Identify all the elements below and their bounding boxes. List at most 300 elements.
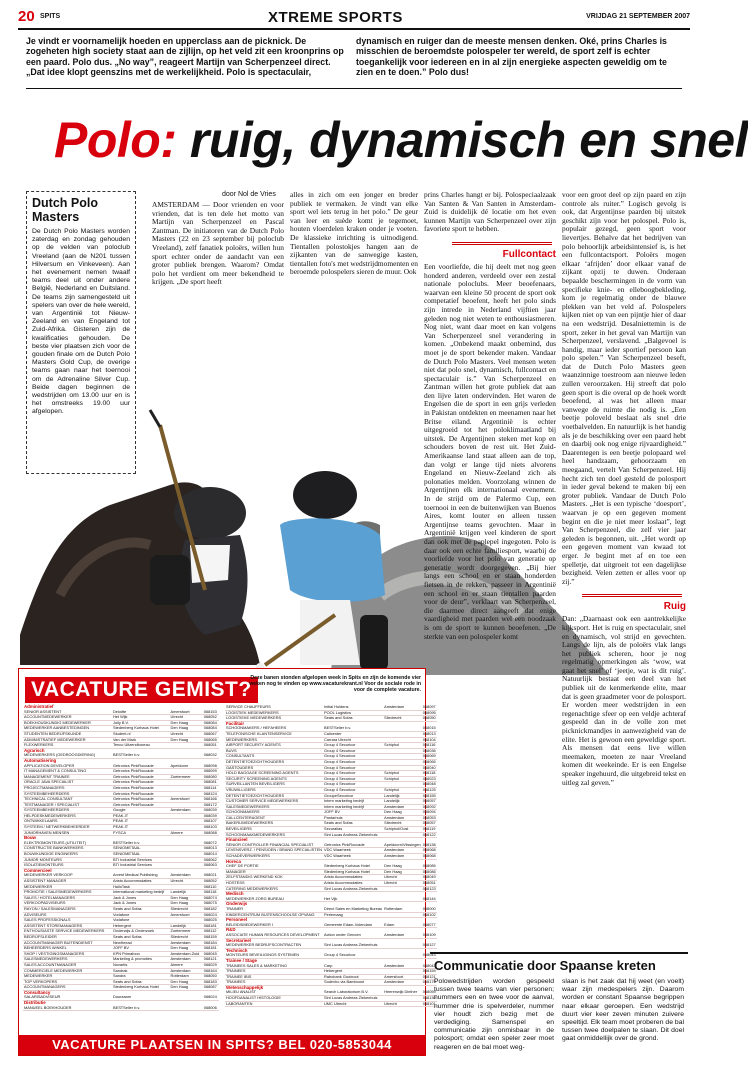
job-company: Group 4 Securicor xyxy=(323,748,383,754)
job-title: ORACLE JAVA SPECIALIST xyxy=(23,780,112,786)
job-code: 068159 xyxy=(203,934,219,940)
job-code: 068087 xyxy=(203,985,219,991)
job-company: International marketing bedrijf xyxy=(112,890,170,896)
job-company: Sint Lucas Andreas Ziekenhuis xyxy=(323,832,383,838)
job-location: Amsterdam xyxy=(383,854,422,860)
job-company: Rabobank Gooinoot xyxy=(323,974,383,980)
job-title: SYSTEEMBEHEERDERS xyxy=(23,808,112,814)
job-title: CONSULTANTS xyxy=(225,754,323,760)
job-code: 068021 xyxy=(203,873,219,878)
job-title: BOUWKUNDIGE ENGINEERS xyxy=(23,852,112,858)
job-code: 068072 xyxy=(203,841,219,846)
job-company: Initial Holdens xyxy=(323,705,383,710)
job-code: 068084 xyxy=(203,726,219,732)
job-title: SALES ACCOUNTMANAGER xyxy=(23,962,112,968)
job-location: Almere xyxy=(170,830,203,836)
vacature-tagline: Deze banen stonden afgelopen week in Spits en zijn de komende vier weken nog te vinden op www.vacaturekrant.nl Voor de sociale rode in voor de complete vacature. xyxy=(249,675,421,694)
job-title: LOGISTIEK MEDEWERKERS xyxy=(225,710,323,716)
job-company: Perlemaag xyxy=(323,912,383,918)
job-company: Getronics PinkRoccade xyxy=(112,774,170,780)
job-code: 068098 xyxy=(203,764,219,769)
vacature-category-label: Secretarieel xyxy=(226,937,251,943)
job-code: 068138 xyxy=(422,841,436,847)
job-code: 068125 xyxy=(422,786,436,792)
job-company: BTI Industrial Services xyxy=(112,857,170,863)
communicatie-title: Communicatie door Spaanse kreten xyxy=(434,958,656,973)
job-company: Search Laboratorium B.V. xyxy=(323,990,383,995)
job-title: HOSTESS xyxy=(225,881,323,887)
job-code: 068109 xyxy=(422,931,436,937)
job-location: Schiphol xyxy=(383,771,422,777)
job-title: CALLCENTERAGENT xyxy=(225,815,323,821)
job-company: SENIOMETAAL xyxy=(112,846,170,852)
job-location: Amsterdam xyxy=(170,873,203,878)
job-location: Den Haag xyxy=(170,901,203,907)
job-location: Amsterdam xyxy=(170,940,203,946)
job-title: AIRPORT SECURITY AGENTS xyxy=(225,743,323,749)
job-code: 068006 xyxy=(203,1006,219,1011)
job-code: 068179 xyxy=(422,979,436,985)
job-code: 068159 xyxy=(422,968,436,974)
job-code: 068080 xyxy=(203,774,219,780)
subhead-fullcontact: Fullcontact xyxy=(424,238,556,260)
job-code: 068181 xyxy=(203,923,219,929)
job-code: 068095 xyxy=(422,709,436,715)
job-company: Seats and Sofas xyxy=(323,716,383,722)
vacature-category-label: Wetenschappelijk xyxy=(226,984,264,990)
job-company: BESTSeller b.v. xyxy=(323,726,383,731)
job-title: SALESMEDEWERKERS xyxy=(23,957,112,963)
job-title: STUDENTEN BEDRIJFSKUNDE xyxy=(23,731,112,737)
job-title: DETENTIETOEZICHTHOUDERS xyxy=(225,759,323,765)
job-location: Landelijk xyxy=(170,923,203,929)
job-code: 068068 xyxy=(422,847,436,853)
job-title: MEDEWERKERS xyxy=(225,737,323,743)
job-company: Jack & Jones xyxy=(112,901,170,907)
vacature-footer[interactable]: VACATURE PLAATSEN IN SPITS? BEL 020-5853044 xyxy=(19,1035,425,1055)
job-company: Getronics PinkRoccade xyxy=(112,797,170,803)
job-location: Amsterdam xyxy=(170,968,203,974)
job-code: 068057 xyxy=(422,798,436,804)
job-company: PEAK-IT xyxy=(112,813,170,819)
job-company: Group 4 Securicor xyxy=(323,953,383,958)
job-title: ENTHOUSIASTE SERVICE MEDEWERKERS xyxy=(23,929,112,935)
job-title: RAYON / SALESMANAGERS xyxy=(23,906,112,912)
job-company: Group 4 Securicor xyxy=(323,765,383,771)
job-location: Amsterdam xyxy=(383,933,422,938)
job-title: KINDERCENTRUM BUITENSCHOOLSE OPVANG xyxy=(225,912,323,918)
job-location: Den Haag xyxy=(170,895,203,901)
job-company: Stedenberg Kurhaus Hotel xyxy=(323,869,383,875)
job-company: Group 4 Securicor xyxy=(323,754,383,760)
job-code: 068112 xyxy=(203,929,219,935)
job-code: 068183 xyxy=(203,979,219,985)
job-company: Getronics PinkRoccade xyxy=(112,780,170,786)
job-code: 068068 xyxy=(422,853,436,859)
vacature-list-left xyxy=(23,705,219,1031)
job-company: JOFF BV xyxy=(323,810,383,816)
job-company: Sint Lucas Andreas Ziekenhuis xyxy=(323,943,383,948)
job-location: Schiphol/Oost xyxy=(383,827,422,833)
byline: door Nol de Vries xyxy=(222,191,276,198)
job-title: ADVISEURS xyxy=(23,912,112,918)
job-code: 068144 xyxy=(422,895,436,901)
job-company: Hebergent xyxy=(323,969,383,975)
job-title: HELPDESKMEDEWERKERS xyxy=(23,813,112,819)
job-code: 068052 xyxy=(203,879,219,885)
job-code: 068050 xyxy=(422,715,436,721)
job-company: Group 4 Securicor xyxy=(323,787,383,793)
job-company: Getronics PinkRoccade xyxy=(112,802,170,808)
job-company: JOFF BV xyxy=(112,946,170,952)
job-location: Amersfoort xyxy=(170,797,203,803)
job-code: 068107 xyxy=(203,819,219,825)
job-title: HOLD BAGGAGE SCREENING AGENTS xyxy=(225,771,323,777)
sidebar-text: De Dutch Polo Masters worden zaterdag en zondag gehouden op de velden van poloclub Vreeland (aan de N201 tussen Hilversum en Vinkeveen). Aan het evenement nemen twaalf teams deel uit onder andere België, Nederland en Duitsland. De teams zijn samengesteld uit spelers van over de hele wereld, van Argentinië tot Nieuw-Zeeland en van Engeland tot Zuid-Afrika. Gisteren zijn de kwalificaties gehouden. De beste vier plaatsen zich voor de gouden finale om de Dutch Polo Masters Gold Cup, de overige teams gaan naar het toernooi om de Adrenaline Silver Cup. Beide dagen beginnen de wedstrijden om 13.00 uur en is het omstreeks 19.00 uur afgelopen. xyxy=(32,228,130,416)
job-company: Group 4 Securicor xyxy=(323,759,383,765)
job-company: Carrara Utrecht xyxy=(323,737,383,743)
job-title: APPLICATION DEVELOPER xyxy=(23,764,112,769)
job-company: Carp xyxy=(323,964,383,969)
job-code: 068086 xyxy=(422,868,436,874)
vacature-category-label: Horeca xyxy=(226,858,241,864)
job-title: SALES PROFESSIONALS xyxy=(23,918,112,924)
job-title: SURVEILLANTEN BEVEILIGERS xyxy=(225,782,323,788)
job-company: Deloitte xyxy=(112,710,170,715)
job-title: BOEKHOUDKUNDIG MEDEWERKER xyxy=(23,720,112,726)
job-location xyxy=(170,1006,203,1011)
job-location: Amsterdam xyxy=(383,964,422,969)
job-company: Marketing & promoties xyxy=(112,957,170,963)
job-code: 068164 xyxy=(203,968,219,974)
job-code: 068048 xyxy=(422,781,436,787)
job-title: PROMOTIE / SALESMEDEWERKERS xyxy=(23,890,112,896)
job-code: 068013 xyxy=(203,846,219,852)
job-code: 068000 xyxy=(422,905,436,911)
job-company: Onderwijs & Onderzoek xyxy=(112,929,170,935)
job-company: HalloTask xyxy=(112,884,170,890)
job-code: 068153 xyxy=(203,710,219,715)
job-title: SENIOR CONTROLLER FINANCIAL SPECIALIST xyxy=(225,843,323,848)
job-company: Getronics PinkRoccade xyxy=(112,769,170,775)
job-code: 068118 xyxy=(422,770,436,776)
intro-divider xyxy=(26,88,682,89)
job-code: 068102 xyxy=(422,911,436,917)
job-company: Duurzaam xyxy=(112,995,170,1000)
job-location: Den Haag xyxy=(383,869,422,875)
job-title: MEDEWERKER xyxy=(23,974,112,980)
job-title: BAKERIJMEDEWERKERS xyxy=(225,821,323,827)
job-title: ACCOUNTMANAGER BUITENDIENST xyxy=(23,940,112,946)
job-title: VRIJWILLIGERS xyxy=(225,787,323,793)
job-location: Amersfoort xyxy=(170,710,203,715)
job-location: Utrecht xyxy=(383,1001,422,1007)
job-title: IT MANAGEMENT & CONSULTING xyxy=(23,769,112,775)
job-location: Schiphol xyxy=(383,787,422,793)
vacature-category-label: Trainee / Stage xyxy=(226,957,257,963)
job-company: UMC Utrecht xyxy=(323,1001,383,1007)
job-code: 068092 xyxy=(422,803,436,809)
communicatie-text-right: slaan is het zaak dat hij weet (en voelt) waar zijn medespelers zijn. Daarom worden er constant Spaanse begrippen naar elkaar geroepen. Een wedstrijd duurt vier keer zeven minuten zuivere speeltijd. Elk team moet proberen de bal tussen twee doelpalen te slaan. Dit doel gaat onmiddellijk over de grond. xyxy=(562,978,684,1043)
job-location: Sliedrecht xyxy=(383,821,422,827)
job-code: 068049 xyxy=(422,874,436,880)
vacature-category-label: Consultancy xyxy=(24,989,51,995)
vacature-category-label: Technisch xyxy=(226,947,248,953)
job-title: ELEKTROMONTEURS (UTILITEIT) xyxy=(23,841,112,846)
job-location: Amersfoort xyxy=(170,912,203,918)
job-code: 068059 xyxy=(422,989,436,995)
job-code: 068116 xyxy=(422,742,436,748)
job-title: LOGISTIEKE MEDEWERKERS xyxy=(225,716,323,722)
job-location: Apeldoorn/Vlissingen xyxy=(384,841,421,847)
job-company: BESTSeller b.v. xyxy=(112,753,170,758)
job-title: GASTOUDERS xyxy=(225,765,323,771)
job-company: Newthread xyxy=(112,940,170,946)
job-title: TECHNICAL CONSULTANT xyxy=(23,797,112,803)
job-company: Het Wijk xyxy=(112,715,170,721)
job-code: 068184 xyxy=(203,940,219,946)
job-title: SALARISADVISEUR xyxy=(23,995,112,1000)
job-code: 068101 xyxy=(422,1000,436,1006)
job-code: 068081 xyxy=(203,780,219,786)
job-title: MANAGEMENT TRAINEE xyxy=(23,774,112,780)
job-code: 068122 xyxy=(422,831,436,837)
job-title: DETENTIETOEZICHTHOUDERS xyxy=(225,793,323,799)
job-title: SALESMEDEWERKERS xyxy=(225,804,323,810)
job-title: MEDEWERKERS (GEDROOGDIERING) xyxy=(23,753,112,758)
job-title: ASSISTENT MANAGER xyxy=(23,879,112,885)
job-company: PEAK-IT xyxy=(112,819,170,825)
job-company: Sint Lucas Andreas Ziekenhuis xyxy=(323,996,383,1002)
job-code: 068036 xyxy=(422,747,436,753)
job-code: 068097 xyxy=(422,704,436,709)
job-title: MEDEWERKER ZORG BUREAU xyxy=(225,897,323,902)
job-company: VDC Waarheek xyxy=(323,854,383,860)
job-company: Stedenberg Kurhaus Hotel xyxy=(112,985,170,991)
subhead-ruig: Ruig xyxy=(562,590,686,612)
job-title: BELEIDSMEDEWERKER I xyxy=(225,923,323,928)
job-code: 068040 xyxy=(422,764,436,770)
job-company: Getronics PinkRoccade xyxy=(112,785,170,791)
communicatie-box xyxy=(430,952,688,1056)
job-location: Edam xyxy=(383,923,422,928)
job-company: Callcenter xyxy=(323,731,383,737)
section-title: XTREME SPORTS xyxy=(268,9,403,26)
job-code: 068123 xyxy=(422,885,436,891)
job-location: Utrecht xyxy=(170,879,203,885)
job-title: TELEFONISCHE KLANTENSERVICE xyxy=(225,731,323,737)
job-location: Sliedrecht xyxy=(383,716,422,722)
job-company: Sandrak xyxy=(112,968,170,974)
job-code: 068099 xyxy=(203,769,219,775)
job-title: SYSTEEMBEHEERDERS xyxy=(23,791,112,797)
job-title: COMMERCIELE MEDEWERKER xyxy=(23,968,112,974)
job-company: Jack & Jones xyxy=(112,895,170,901)
job-title: ASSISTENT STOREMANAGERS xyxy=(23,923,112,929)
vacature-row[interactable] xyxy=(23,1006,219,1011)
headline-red: Polo: xyxy=(54,112,177,168)
job-company: VDC Waarheek xyxy=(323,848,383,854)
job-title: SCHOONMAKERS xyxy=(225,810,323,816)
job-location: Heerenwijk Dinther xyxy=(383,990,422,995)
job-title: SCHOONMAKERS / HEFAHEERS xyxy=(225,726,323,731)
section-left: SPITS xyxy=(40,13,61,20)
job-company: Seats and Sofas xyxy=(323,821,383,827)
headline xyxy=(54,112,748,168)
job-title: MEDEWERKER BEDRIJFSCONTRACTEN xyxy=(225,943,323,948)
vacature-category-label: Distributie xyxy=(24,1000,46,1006)
job-code: 068043 xyxy=(422,952,436,958)
job-company: FYSCA xyxy=(112,830,170,836)
job-company: BESTSeller b.v. xyxy=(112,1006,170,1011)
vacature-category-label: R&D xyxy=(226,927,236,933)
job-location: Sliedrecht xyxy=(170,934,203,940)
job-company: BESTSeller b.v. xyxy=(112,841,170,846)
sidebar-title: Dutch Polo Masters xyxy=(32,196,98,224)
job-location: Landelijk xyxy=(383,793,422,799)
job-location: Zoetermeer xyxy=(170,774,203,780)
article-col-4-b: Dan: „Daarnaast ook een aantrekkelijke kijksport. Het is ruig en spectaculair, snel en dynamisch, vol strijd en gevechten. Langs de lijn, als de poloërs vlak langs het publiek scheren, hoor je nog regelmatig opmerkingen als ‘wow, wat gaat het snel’ of ‘jeetje, wat is dit ruig’. Natuurlijk bestaat een deel van het publiek uit de kenmerkende elite, maar dat is geen graadmeter voor de polosport. Er worden meer wedstrijden in een regenachtige sfeer op een veldje achteraf gespeeld dan in de volle zon met picknickmandjes in aanwezigheid van de elite. Het is gewoon een geweldige sport. Als mensen dat eens live willen meemaken, moeten ze naar Vreeland komen dit weekeinde. Er is een Engelse speaker ingehuurd, die uitgebreid tekst en uitleg zal geven.” xyxy=(562,614,686,787)
job-code: 068074 xyxy=(203,895,219,901)
job-title: BEHEERDERS WINKEL xyxy=(23,946,112,952)
job-location: Utrecht xyxy=(383,881,422,887)
job-title: ACCOUNTMEDEWERKER xyxy=(23,715,112,721)
job-company: Jolly B.V. xyxy=(112,720,170,726)
job-location: Utrecht xyxy=(170,731,203,737)
job-location: Den Haag xyxy=(170,946,203,952)
job-title: MONTEURS BEVEILIGINGS SYSTEMEN xyxy=(225,953,323,958)
job-title: MEDEWERKER xyxy=(23,884,112,890)
job-location: Amsterdam xyxy=(383,815,422,821)
job-company: POOL Logistics xyxy=(323,710,383,716)
article-col-2: alles in zich om een jonger en breder publiek te vermaken. Je vindt van elke sport wel iets terug in het polo.” De geur van leer en suède komt je tegemoet, houten vloerdelen kraken onder je voeten. De klassieke inrichting is uitnodigend. Tientallen polostokjes hangen aan de zijkanten van de sanwegige kasten, tientallen foto's met wedstrijdmomenten en beroemde polospelers sieren de muur. Ook xyxy=(290,190,418,277)
job-company: Sandra xyxy=(112,974,170,980)
job-company: Novartis xyxy=(112,962,170,968)
job-location: Almere xyxy=(170,962,203,968)
job-code: 068155 xyxy=(422,792,436,798)
job-code: 068172 xyxy=(203,802,219,808)
article-col-3-a: prins Charles hangt er bij. Polospeciaalzaak Van Santen & Van Santen in Amsterdam-Zuid is duidelijk dé locatie om het even kunnen Martijn van Scherpenzeel over zijn favoriete sport te hebben. xyxy=(424,190,556,234)
job-company: Aristo Accommodaties xyxy=(323,875,383,881)
job-company: PEAK-IT xyxy=(112,825,170,831)
job-company: Vodafone xyxy=(112,918,170,924)
job-title: SYSTEEM / NETWERKBEHEERDER xyxy=(23,825,112,831)
job-title: ZELFSTANDIG WERKEND KOK xyxy=(225,875,323,881)
job-title: TRAINEES xyxy=(225,969,323,975)
job-title: SCHOONMAAKMEDEWERKERS xyxy=(225,832,323,838)
job-location: Rotterdam xyxy=(383,907,422,912)
job-company: Stedenberg Kurhaus Hotel xyxy=(112,726,170,732)
job-location: Utrecht xyxy=(170,715,203,721)
job-code: 068052 xyxy=(203,715,219,721)
article-col-4 xyxy=(562,191,686,787)
job-company: Google xyxy=(112,808,170,814)
job-location: Den Haag xyxy=(170,979,203,985)
job-code: 068084 xyxy=(203,720,219,726)
job-location: Schiphol xyxy=(383,776,422,782)
job-company: Tenco Uitzendbureau xyxy=(112,743,170,749)
job-title: CATERING MEDEWERKERS xyxy=(225,886,323,892)
job-code: 068051 xyxy=(203,743,219,749)
job-code: 068065 xyxy=(203,737,219,743)
intro-right: dynamisch en ruiger dan de meeste mensen denken. Oké, prins Charles is misschien de beroemdste polospeler ter wereld, de sport zelf is echter toegankelijk voor iedereen en in al zijn energieke aspecten geweldig om te zien en te doen.” Polo dus! xyxy=(356,36,667,78)
job-code: 068014 xyxy=(203,852,219,858)
job-company: Sodexho via Bamboost xyxy=(323,980,383,986)
job-code: 068181 xyxy=(203,946,219,952)
job-code: 068051 xyxy=(422,880,436,885)
job-code: 068043 xyxy=(422,962,436,968)
job-code: 068029 xyxy=(203,962,219,968)
job-code: 068110 xyxy=(203,884,219,890)
job-location: Amsterdam xyxy=(383,705,422,710)
communicatie-text-left: Polowedstrijden worden gespeeld tussen twee teams van vier personen; nummers een en twee voor de aanval, nummer drie is spelverdeler, nummer vier houdt zich bezig met de verdediging. Samenspel en communicatie zijn onmisbaar in de polosport; omdat een speler zeer moet reageren en de bal moet weg- xyxy=(434,978,554,1051)
job-company: BTI Industrial Services xyxy=(112,863,170,869)
vacature-category-label: Personeel xyxy=(226,917,247,923)
job-title: ACCOUNTMANAGERS xyxy=(23,985,112,991)
job-company: Sint Lucas Andreas Ziekenhuis xyxy=(323,886,383,892)
job-location: Den Haag xyxy=(170,737,203,743)
job-title: TRAINEE IBIS xyxy=(225,974,323,980)
job-company: Group 4 Securicor xyxy=(323,782,383,788)
job-code: 068039 xyxy=(203,808,219,814)
job-location: Amsterdam xyxy=(383,980,422,986)
job-code: 068094 xyxy=(422,809,436,815)
job-code: 068118 xyxy=(203,890,219,896)
job-location: Den Haag xyxy=(170,726,203,732)
vacature-category-label: Onderwijs xyxy=(226,901,248,907)
job-code: 068053 xyxy=(422,814,436,820)
vacature-row[interactable] xyxy=(225,1001,437,1007)
job-company: Stedenberg Kurhaus Hotel xyxy=(323,864,383,869)
job-title: SALES / HOTELMANAGERS xyxy=(23,895,112,901)
job-code: 068127 xyxy=(422,942,436,948)
job-company: Intern marketing bedrijf xyxy=(323,804,383,810)
job-location: Den Haag xyxy=(383,810,422,816)
job-code: 068085 xyxy=(422,863,436,869)
job-company: Getronics PinkRoccade xyxy=(112,791,170,797)
job-code: 068024 xyxy=(203,995,219,1000)
job-company: Group 4 Securicor xyxy=(323,776,383,782)
job-code: 068103 xyxy=(203,825,219,831)
job-code: 068124 xyxy=(203,791,219,797)
job-location: Amsterdam-Zuid xyxy=(170,951,203,957)
sidebar-box xyxy=(26,191,136,474)
job-company: Direct Sales en Marketing Bureau xyxy=(324,905,383,911)
job-title: TOP VERKOPERS xyxy=(23,979,112,985)
issue-date: VRIJDAG 21 SEPTEMBER 2007 xyxy=(586,13,690,20)
job-company: Action onder Genoen xyxy=(323,933,383,938)
job-company: Group 4 Securicor xyxy=(323,771,383,777)
job-code: 068075 xyxy=(203,901,219,907)
vacature-category-label: Medisch xyxy=(226,891,244,897)
job-code: 068114 xyxy=(203,785,219,791)
vacature-category-label: Automatisering xyxy=(24,757,57,763)
vacature-list-right xyxy=(225,704,436,1031)
job-company: Pantarhuis xyxy=(323,815,383,821)
job-company: Getronics PinkRoccade xyxy=(112,764,170,769)
vacature-category-label: Agrarisch xyxy=(24,747,45,753)
vacature-category-label: Bouw xyxy=(24,835,36,841)
job-title: TRAINEES SALES & MARKETING xyxy=(225,964,323,969)
job-code: 068039 xyxy=(203,813,219,819)
job-location: Amsterdam xyxy=(170,808,203,814)
job-title: SENIOR ASSISTENT xyxy=(23,710,112,715)
job-title: VERKOOPADVISEURS xyxy=(23,901,112,907)
job-company: Aristo Accommodaties xyxy=(112,879,170,885)
job-title: ONTWIKKELAARS xyxy=(23,819,112,825)
job-code: 068077 xyxy=(422,921,436,927)
job-code: 068065 xyxy=(422,758,436,764)
